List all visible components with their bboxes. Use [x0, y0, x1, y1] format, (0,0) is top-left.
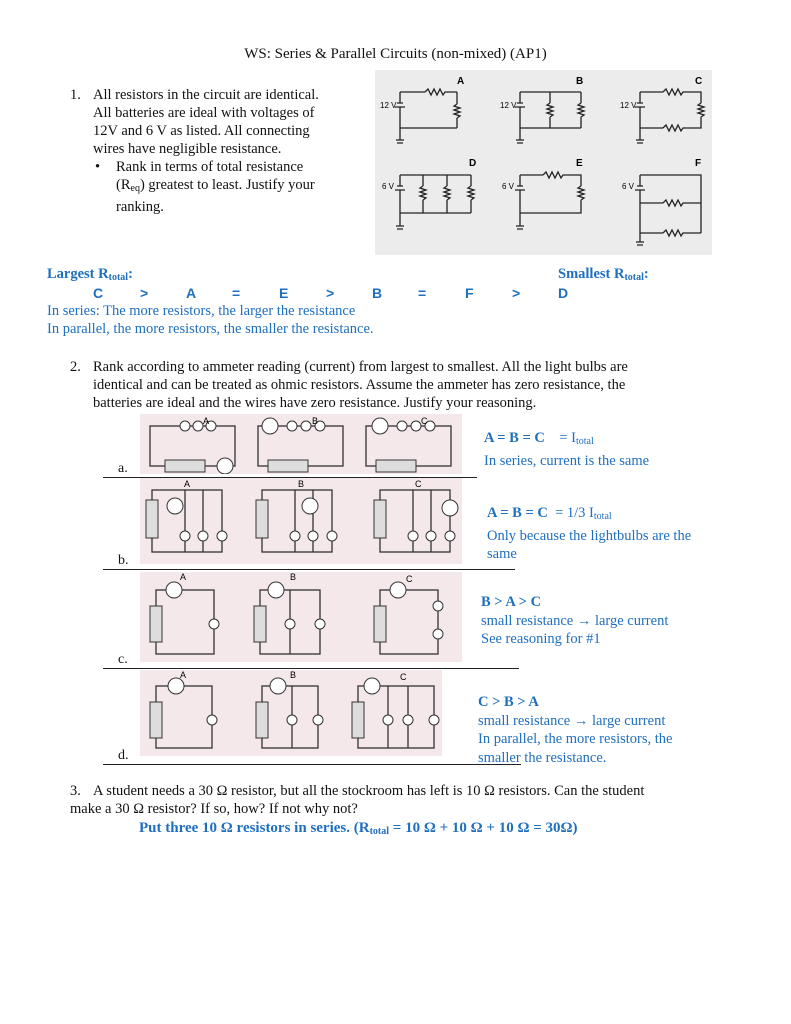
answer-a-rel: = I — [559, 430, 576, 446]
q1-bullet-req-pre: (R — [116, 177, 131, 193]
q2-row-d-figure — [140, 670, 442, 756]
rank-item: D — [558, 285, 569, 301]
rank-item: B — [372, 285, 383, 301]
smallest-label-text: Smallest R — [558, 266, 625, 282]
q2-row-c-figure — [140, 572, 462, 662]
voltage-label: 12 V — [620, 101, 637, 110]
circuit-label: D — [469, 158, 477, 169]
panel-label: B — [290, 670, 297, 680]
answer-a-rank: A = B = C — [484, 430, 545, 446]
explain-parallel: In parallel, the more resistors, the smaller the resistance. — [47, 321, 374, 337]
largest-label-text: Largest R — [47, 266, 109, 282]
answer-b — [487, 504, 691, 564]
panel-label: B — [290, 572, 297, 582]
row-label: c. — [118, 652, 128, 667]
answer-c-line: small resistance → large current — [481, 612, 669, 629]
q1-line: All resistors in the circuit are identical. — [93, 87, 319, 103]
q1-bullet-req-sub: eq — [130, 183, 140, 194]
voltage-label: 12 V — [380, 101, 397, 110]
largest-label-colon: : — [128, 266, 133, 282]
q1-circuits-svg — [375, 70, 712, 255]
answer-b-line: Only because the lightbulbs are the — [487, 527, 692, 544]
answer-b-rank: A = B = C — [487, 505, 548, 521]
rank-item: > — [140, 285, 149, 301]
answer-b-rel: = 1/3 I — [555, 505, 594, 521]
rank-item: E — [279, 285, 289, 301]
row-c-svg — [140, 572, 462, 662]
answer-d — [478, 693, 672, 767]
circuit-label: B — [576, 76, 584, 87]
answer-c — [481, 593, 668, 649]
circuit-label: A — [457, 76, 465, 87]
answer-d-rank: C > B > A — [478, 694, 539, 710]
panel-label: A — [184, 479, 191, 489]
q1-bullet-line: ranking. — [116, 199, 164, 215]
question-2-number: 2. — [70, 359, 81, 375]
voltage-label: 6 V — [382, 182, 395, 191]
panel-label: B — [312, 416, 319, 426]
row-label: b. — [118, 553, 129, 568]
rank-item: C — [93, 285, 104, 301]
rank-item: > — [512, 285, 521, 301]
row-divider — [103, 764, 521, 765]
q2-row-a-figure — [140, 414, 462, 474]
q1-line: wires have negligible resistance. — [93, 141, 282, 157]
panel-label: C — [415, 479, 422, 489]
answer-a-rel-sub: total — [575, 436, 594, 447]
q1-bullet-req-post: ) greatest to least. Justify your — [139, 177, 315, 193]
panel-label: C — [421, 416, 428, 426]
row-d-svg — [140, 670, 442, 756]
largest-label — [47, 266, 133, 283]
rank-item: A — [186, 285, 197, 301]
row-a-svg — [140, 414, 462, 474]
smallest-label — [558, 266, 649, 283]
q1-line: All batteries are ideal with voltages of — [93, 105, 315, 121]
voltage-label: 6 V — [622, 182, 635, 191]
row-divider — [103, 668, 519, 669]
answer-d-line: small resistance → large current — [478, 712, 666, 729]
circuit-label: E — [576, 158, 583, 169]
answer-b-rel-sub: total — [593, 511, 612, 522]
panel-label: A — [180, 572, 187, 582]
explain-series: In series: The more resistors, the larger the resistance — [47, 303, 356, 319]
q3-line: A student needs a 30 Ω resistor, but all the stockroom has left is 10 Ω resistors. Can the student — [93, 783, 645, 799]
panel-label: C — [406, 574, 413, 584]
bullet-dot-icon: • — [95, 159, 101, 175]
q3-answer-post: = 10 Ω + 10 Ω + 10 Ω = 30Ω) — [389, 820, 578, 836]
q3-answer-pre: Put three 10 Ω resistors in series. (R — [139, 820, 370, 836]
row-b-svg — [140, 478, 462, 564]
q1-circuits-figure — [375, 70, 712, 255]
panel-label: C — [400, 672, 407, 682]
row-label: a. — [118, 461, 128, 476]
q1-bullet — [93, 158, 373, 216]
q1-line: 12V and 6 V as listed. All connecting — [93, 123, 310, 139]
question-1-number: 1. — [70, 87, 81, 103]
q1-bullet-line — [116, 176, 373, 198]
page-title: WS: Series & Parallel Circuits (non-mixed) (AP1) — [244, 46, 547, 62]
q2-line: Rank according to ammeter reading (current) from largest to smallest. All the light bulbs are — [93, 359, 628, 375]
answer-a — [484, 429, 649, 470]
voltage-label: 12 V — [500, 101, 517, 110]
rank-item: F — [465, 285, 474, 301]
smallest-label-colon: : — [643, 266, 649, 282]
row-divider — [103, 569, 515, 570]
panel-label: A — [203, 416, 210, 426]
answer-c-line: See reasoning for #1 — [481, 631, 601, 647]
q3-answer — [139, 820, 578, 837]
q3-answer-sub: total — [369, 826, 390, 837]
answer-d-line: In parallel, the more resistors, the — [478, 731, 673, 747]
panel-label: B — [298, 479, 305, 489]
smallest-label-sub: total — [624, 272, 644, 283]
q2-row-b-figure — [140, 478, 462, 564]
answer-c-rank: B > A > C — [481, 594, 542, 610]
rank-item: = — [232, 285, 241, 301]
rank-item: = — [418, 285, 427, 301]
q3-line: make a 30 Ω resistor? If so, how? If not why not? — [70, 801, 358, 817]
answer-a-line: In series, current is the same — [484, 452, 650, 469]
answer-d-line: smaller the resistance. — [478, 749, 607, 766]
panel-label: A — [180, 670, 187, 680]
circuit-label: F — [695, 158, 702, 169]
q2-line: identical and can be treated as ohmic resistors. Assume the ammeter has zero resistance, the — [93, 377, 626, 393]
circuit-label: C — [695, 76, 703, 87]
row-label: d. — [118, 748, 129, 763]
q2-line: batteries are ideal and the wires have zero resistance. Justify your reasoning. — [93, 395, 537, 411]
largest-label-sub: total — [108, 272, 129, 283]
question-3-number: 3. — [70, 783, 81, 799]
rank-item: > — [326, 285, 335, 301]
q1-bullet-line: Rank in terms of total resistance — [116, 159, 304, 175]
answer-b-line: same — [487, 546, 517, 562]
voltage-label: 6 V — [502, 182, 515, 191]
